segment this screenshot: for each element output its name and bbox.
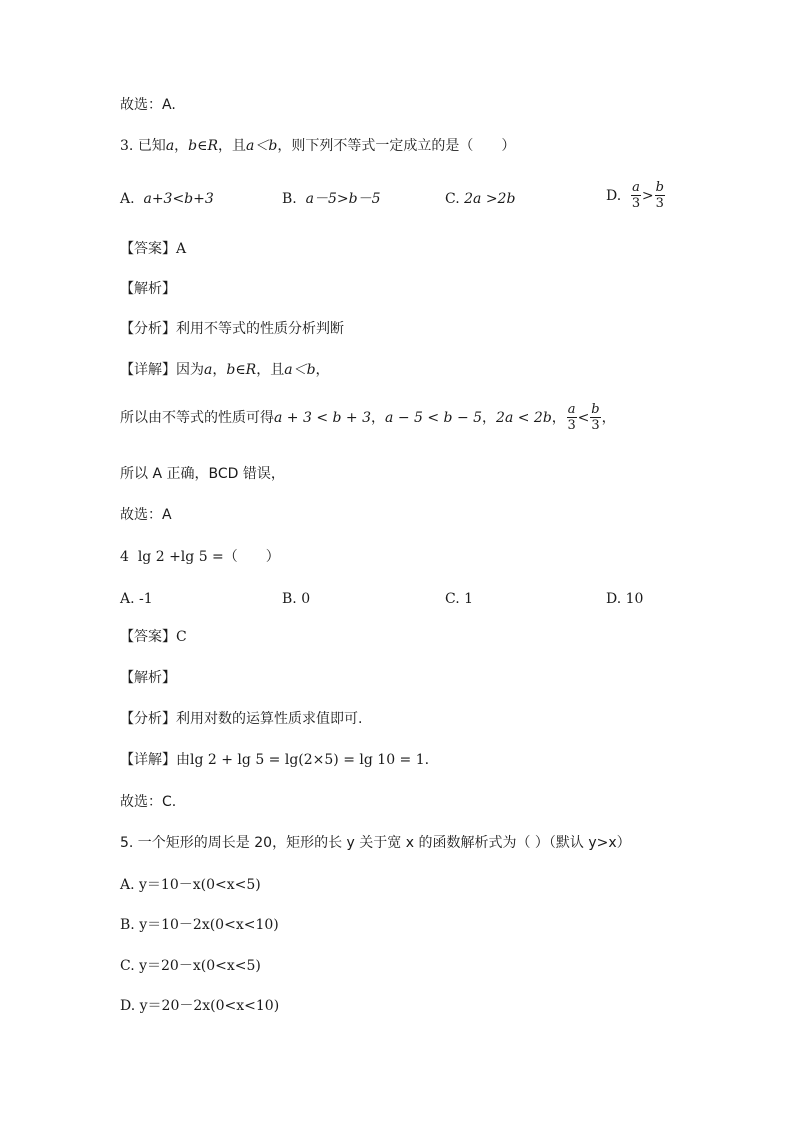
q5-option-b: B. y＝10－2x(0<x<10) — [120, 917, 279, 933]
frac-numerator: a — [567, 402, 576, 417]
frac-denominator: 3 — [631, 196, 641, 211]
q4-answer — [120, 628, 187, 646]
q3-answer-value: A — [176, 241, 187, 257]
q3-derivation-operator: < — [577, 409, 590, 426]
q3-derivation-sep3: ， — [551, 409, 566, 426]
q3-number: 3. — [120, 138, 134, 154]
fenxi-tag: 【分析】 — [120, 711, 176, 727]
q3-stem-and: ，且 — [218, 138, 247, 154]
q5-stem: 5. 一个矩形的周长是 20，矩形的长 y 关于宽 x 的函数解析式为（ ）（默认 y>x） — [120, 835, 631, 851]
q3-final: 故选：A — [120, 507, 172, 523]
q3-option-a-text: a+3<b+3 — [143, 191, 214, 207]
fenxi-tag: 【分析】 — [120, 321, 176, 337]
q3-derivation-frac-b — [590, 402, 600, 433]
q3-condition: a＜b — [246, 138, 278, 154]
frac-numerator: b — [655, 180, 664, 195]
frac-numerator: b — [591, 402, 600, 417]
q5-option-a: A. y＝10－x(0<x<5) — [120, 877, 261, 893]
q3-derivation-end: ， — [601, 409, 616, 426]
q3-var-a: a — [165, 138, 175, 154]
q5-option-d: D. y＝20－2x(0<x<10) — [120, 998, 280, 1014]
q3-option-c — [445, 190, 515, 208]
xiangjie-tag: 【详解】 — [120, 752, 176, 768]
q3-analysis-tag: 【解析】 — [120, 281, 176, 297]
q3-derivation-expr3: 2a < 2b — [496, 409, 552, 426]
q3-derivation-expr1: a + 3 < b + 3 — [274, 409, 372, 426]
q3-option-b-text: a－5>b－5 — [305, 191, 381, 207]
xiangjie-tag: 【详解】 — [120, 362, 176, 378]
q3-answer — [120, 240, 186, 258]
q3-xiangjie-end: ， — [315, 362, 330, 378]
q4-number: 4 — [120, 549, 129, 565]
q5-option-c: C. y＝20－x(0<x<5) — [120, 958, 261, 974]
q4-analysis-tag: 【解析】 — [120, 670, 176, 686]
q3-option-c-label: C. — [445, 191, 460, 207]
q3-option-b-label: B. — [282, 191, 297, 207]
q3-stem-text: 已知 — [137, 138, 166, 154]
q4-final: 故选：C. — [120, 794, 177, 810]
q3-fenxi-text: 利用不等式的性质分析判断 — [176, 321, 344, 337]
q3-stem-sep: ， — [174, 138, 189, 154]
q4-xiangjie-end: . — [424, 752, 430, 768]
q3-fenxi — [120, 320, 344, 338]
q3-option-a-label: A. — [120, 191, 135, 207]
q4-xiangjie — [120, 751, 429, 769]
q3-xiangjie — [120, 361, 330, 379]
q3-xiangjie-text: 因为 — [176, 362, 204, 378]
q3-option-d-frac-a — [631, 180, 641, 211]
q4-expression: lg 2 +lg 5 =（ ） — [137, 549, 280, 565]
q4-xiangjie-text: 由 — [176, 752, 190, 768]
q3-xiangjie-sep: ， — [212, 362, 227, 378]
q3-xiangjie-var-a: a — [204, 362, 213, 378]
q4-option-b: B. 0 — [282, 591, 311, 607]
q4-fenxi-text: 利用对数的运算性质求值即可. — [176, 711, 363, 727]
q3-option-d-frac-b — [655, 180, 665, 211]
q3-xiangjie-condition: a＜b — [284, 362, 316, 378]
frac-denominator: 3 — [591, 418, 600, 433]
q3-derivation-text: 所以由不等式的性质可得 — [120, 409, 274, 426]
answer-tag: 【答案】 — [120, 629, 176, 645]
q3-var-b: b∈R — [188, 138, 219, 154]
q3-conclusion: 所以 A 正确，BCD 错误， — [120, 466, 285, 482]
q3-derivation-frac-a — [567, 402, 577, 433]
q4-option-d: D. 10 — [606, 591, 644, 607]
prev-answer: 故选：A. — [120, 97, 176, 113]
q3-option-c-text: 2a >2b — [464, 191, 516, 207]
q3-derivation — [120, 402, 616, 433]
q3-option-d — [606, 180, 666, 211]
q4-option-a: A. -1 — [120, 591, 153, 607]
answer-tag: 【答案】 — [120, 241, 176, 257]
q3-stem-question: ，则下列不等式一定成立的是（ ） — [277, 138, 516, 154]
q4-stem — [120, 548, 280, 566]
frac-numerator: a — [632, 180, 640, 195]
q4-answer-value: C — [176, 629, 187, 645]
q4-option-c: C. 1 — [445, 591, 474, 607]
q4-xiangjie-expr: lg 2 + lg 5 = lg(2×5) = lg 10 = 1 — [190, 752, 425, 768]
q3-option-d-operator: > — [641, 187, 654, 204]
frac-denominator: 3 — [655, 196, 664, 211]
q3-derivation-expr2: a − 5 < b − 5 — [385, 409, 483, 426]
q3-derivation-sep2: ， — [482, 409, 497, 426]
frac-denominator: 3 — [567, 418, 576, 433]
q3-xiangjie-and: ，且 — [256, 362, 285, 378]
q3-stem — [120, 137, 515, 155]
q3-derivation-sep1: ， — [371, 409, 386, 426]
q3-xiangjie-var-b: b∈R — [226, 362, 257, 378]
q3-option-d-label: D. — [606, 187, 622, 204]
q3-option-b — [282, 190, 381, 208]
q4-fenxi — [120, 710, 362, 728]
q3-option-a — [120, 190, 214, 208]
